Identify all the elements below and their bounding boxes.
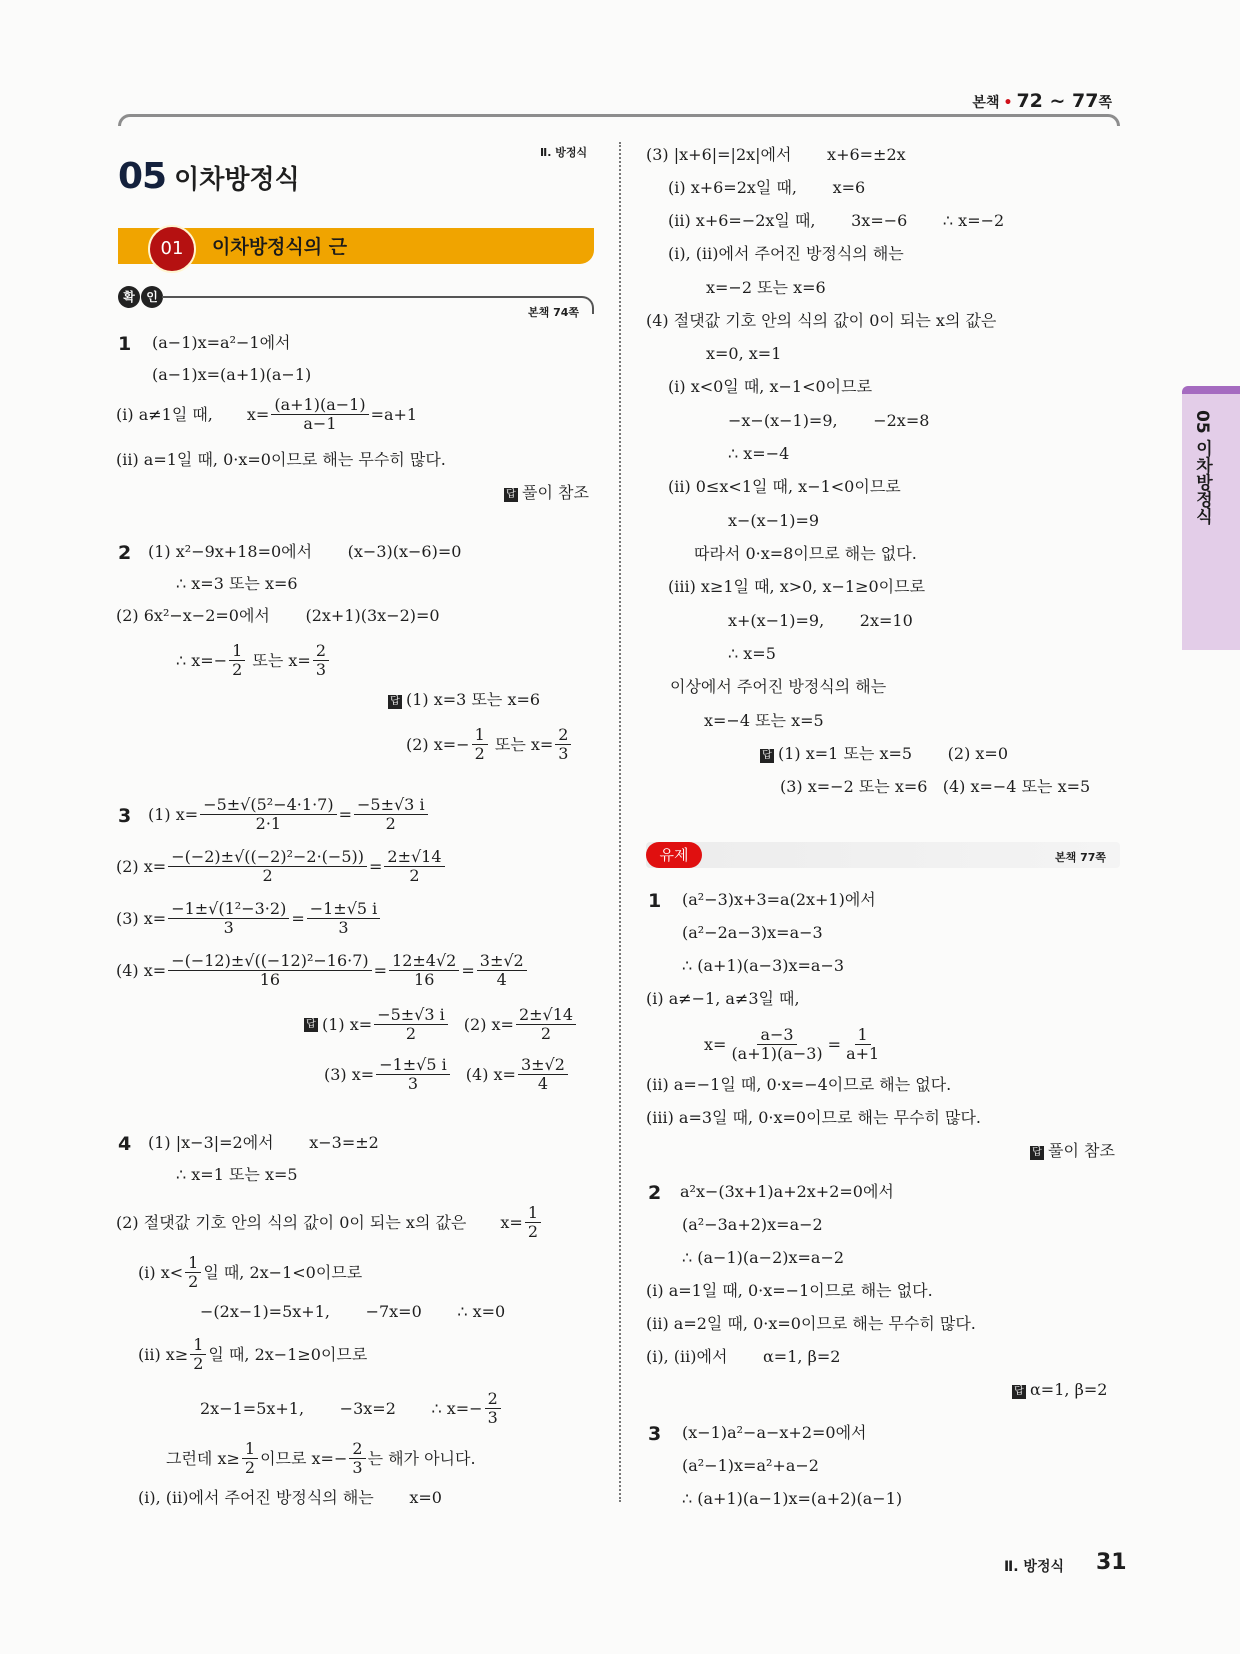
math-text: 일 때, 2x−1<0이므로 xyxy=(203,1262,363,1282)
y1-line: (ⅰ) a≠−1, a≠3일 때, xyxy=(646,989,800,1008)
chapter-title xyxy=(118,156,300,197)
numerator: 3±√2 xyxy=(518,1056,568,1075)
numerator: −1±√5 i xyxy=(376,1056,450,1075)
numerator: 1 xyxy=(229,642,245,661)
denominator: a−1 xyxy=(303,414,337,434)
y1-line: (a²−3)x+3=a(2x+1)에서 xyxy=(682,890,876,909)
fraction xyxy=(354,796,428,834)
y2-line: (ⅰ) a=1일 때, 0·x=−1이므로 해는 없다. xyxy=(646,1281,933,1300)
answer-text: (3) x= xyxy=(324,1064,375,1084)
q4-line: ∴ x=1 또는 x=5 xyxy=(176,1165,298,1184)
fraction xyxy=(516,1006,576,1044)
denominator: 2 xyxy=(474,744,485,764)
r-line: 이상에서 주어진 방정식의 해는 xyxy=(670,677,887,696)
denominator: 3 xyxy=(487,1408,498,1428)
fraction xyxy=(200,796,336,834)
numerator: 1 xyxy=(185,1254,201,1273)
unit-tag: Ⅱ. 방정식 xyxy=(540,146,588,159)
q2-line xyxy=(176,642,331,680)
fraction xyxy=(728,1026,825,1064)
r-line: (ⅲ) x≥1일 때, x>0, x−1≥0이므로 xyxy=(668,577,926,596)
chapter-name: 이차방정식 xyxy=(174,165,300,195)
numerator: 1 xyxy=(855,1026,871,1045)
numerator: (a+1)(a−1) xyxy=(271,396,368,415)
q3-answer-row xyxy=(324,1056,570,1094)
question-number: 1 xyxy=(648,890,662,912)
y1-answer xyxy=(1030,1143,1115,1160)
math-text: (ⅱ) x≥ xyxy=(138,1344,189,1364)
math-text: (2) x= xyxy=(116,856,167,876)
math-text: (ⅰ) x< xyxy=(138,1262,184,1282)
math-text: 2x−1=5x+1, −3x=2 ∴ x=− xyxy=(200,1398,483,1418)
math-text: (1) x= xyxy=(148,804,199,824)
r-line: −x−(x−1)=9, −2x=8 xyxy=(728,411,930,430)
fraction xyxy=(349,1440,365,1478)
r-line: x−(x−1)=9 xyxy=(728,511,820,530)
column-divider xyxy=(619,142,621,1502)
case-text: x= xyxy=(246,404,270,424)
y1-line: (ⅲ) a=3일 때, 0·x=0이므로 해는 무수히 많다. xyxy=(646,1108,981,1127)
q1-answer xyxy=(504,485,589,502)
y2-line: (a²−3a+2)x=a−2 xyxy=(682,1215,823,1234)
answer-text: 또는 x= xyxy=(489,734,554,754)
check-reference: 본책 74쪽 xyxy=(528,306,580,319)
example-badge: 유제 xyxy=(646,842,702,868)
page-range: 72 ~ 77 xyxy=(1016,90,1099,112)
y2-line: (ⅱ) a=2일 때, 0·x=0이므로 해는 무수히 많다. xyxy=(646,1314,976,1333)
footer-unit: Ⅱ. 방정식 xyxy=(1004,1559,1064,1575)
q4-conclusion: (ⅰ), (ⅱ)에서 주어진 방정식의 해는 x=0 xyxy=(138,1488,442,1507)
q3-part3: (3) x= $\frac{\text{−1±√(1²−3·2)}}{3}$ = $\frac{-1\pm√5 i}{3}$ xyxy=(116,900,382,938)
y1-line: x= $\frac{a-3}{(a+1)(a-3)}$ = $\frac{1}{a+1}$ xyxy=(704,1026,884,1064)
denominator: 2 xyxy=(244,1458,256,1478)
q1-line: (a−1)x=(a+1)(a−1) xyxy=(152,365,312,384)
r-line: x=−4 또는 x=5 xyxy=(704,711,824,730)
answer-text: (2) x=− xyxy=(406,734,470,754)
numerator: 1 xyxy=(190,1336,206,1355)
question-number: 4 xyxy=(118,1133,132,1155)
answer-text: (1) x= xyxy=(322,1014,373,1034)
r-line: ∴ x=5 xyxy=(728,644,776,663)
question-number: 1 xyxy=(118,333,132,355)
numerator: −5±√3 i xyxy=(354,796,428,815)
denominator: 3 xyxy=(407,1074,419,1094)
question-number: 2 xyxy=(648,1182,662,1204)
numerator: −5±√(5²−4·1·7) xyxy=(200,796,336,815)
q2-line: ∴ x=3 또는 x=6 xyxy=(176,574,298,593)
q4-case xyxy=(138,1336,367,1374)
r-line: (ⅱ) x+6=−2x일 때, 3x=−6 ∴ x=−2 xyxy=(668,211,1005,230)
fraction xyxy=(389,952,459,990)
numerator: 1 xyxy=(525,1204,541,1223)
denominator: 2 xyxy=(385,814,396,834)
page-number: 31 xyxy=(1096,1550,1127,1575)
q4-line: −(2x−1)=5x+1, −7x=0 ∴ x=0 xyxy=(200,1302,506,1321)
answer-text: (4) x= xyxy=(465,1064,516,1084)
q3-part1: (1) x= $\frac{\text{−5±√(5²−4·1·7)}}{2\cdot 1}$ = $\frac{-5\pm√3 i}{2}$ xyxy=(148,796,430,834)
numerator: −5±√3 i xyxy=(374,1006,448,1025)
r-line: (ⅰ) x<0일 때, x−1<0이므로 xyxy=(668,377,873,396)
header-rule xyxy=(118,114,1120,126)
answer-icon: 답 xyxy=(1012,1385,1026,1399)
numerator: 2±√14 xyxy=(516,1006,576,1025)
q2-answer xyxy=(406,726,573,764)
q2-line: (1) x²−9x+18=0에서 (x−3)(x−6)=0 xyxy=(148,542,462,561)
r-answer xyxy=(760,746,1008,763)
r-line: (ⅰ) x+6=2x일 때, x=6 xyxy=(668,178,866,197)
math-text: ∴ x=− xyxy=(176,650,228,670)
chapter-number: 05 xyxy=(118,156,167,197)
r-line: 따라서 0·x=8이므로 해는 없다. xyxy=(694,544,917,563)
denominator: 2 xyxy=(188,1272,199,1292)
q1-case1 xyxy=(116,396,417,434)
r-line: ∴ x=−4 xyxy=(728,444,790,463)
answer-icon: 답 xyxy=(504,488,518,502)
math-text: x= xyxy=(704,1034,727,1054)
fraction xyxy=(477,952,527,990)
q1-line: (a−1)x=a²−1에서 xyxy=(152,333,291,352)
fraction xyxy=(242,1440,258,1478)
r-line: x+(x−1)=9, 2x=10 xyxy=(728,611,913,630)
denominator: 4 xyxy=(496,970,507,990)
fraction xyxy=(384,848,444,886)
denominator: 2 xyxy=(405,1024,417,1044)
denominator: 2 xyxy=(540,1024,552,1044)
math-text: (4) x= xyxy=(116,960,167,980)
answer-text: (1) x=1 또는 x=5 (2) x=0 xyxy=(778,744,1009,763)
r-line: (ⅰ), (ⅱ)에서 주어진 방정식의 해는 xyxy=(668,244,904,263)
fraction xyxy=(472,726,488,764)
bullet-dot-icon: • xyxy=(1003,95,1013,111)
q4-case xyxy=(138,1254,362,1292)
math-text: 또는 x= xyxy=(247,650,311,670)
fraction xyxy=(555,726,571,764)
numerator: −1±√(1²−3·2) xyxy=(168,900,289,919)
denominator: 2 xyxy=(193,1354,204,1374)
fraction xyxy=(271,396,368,434)
math-text: (3) x= xyxy=(116,908,167,928)
example-reference: 본책 77쪽 xyxy=(1055,851,1107,864)
check-badge-char: 확 xyxy=(118,286,140,308)
q3-answer-row xyxy=(304,1006,578,1044)
answer-text: 풀이 참조 xyxy=(1048,1141,1115,1160)
answer-text: 풀이 참조 xyxy=(522,483,589,502)
numerator: 3±√2 xyxy=(477,952,527,971)
math-text: x= xyxy=(500,1212,523,1232)
y1-line: (ⅱ) a=−1일 때, 0·x=−4이므로 해는 없다. xyxy=(646,1075,952,1094)
numerator: 2 xyxy=(485,1390,501,1409)
case-text: (ⅰ) a≠1일 때, xyxy=(116,404,213,424)
chapter-side-tab-label: 05 이차방정식 xyxy=(1192,410,1212,525)
denominator: 16 xyxy=(414,970,435,990)
denominator: 3 xyxy=(352,1458,363,1478)
example-bar xyxy=(646,842,1120,868)
denominator: 3 xyxy=(223,918,234,938)
q4-line xyxy=(200,1390,503,1428)
fraction xyxy=(376,1056,450,1094)
denominator: 3 xyxy=(338,918,349,938)
question-number: 3 xyxy=(648,1423,662,1445)
fraction xyxy=(485,1390,501,1428)
r-line: (ⅱ) 0≤x<1일 때, x−1<0이므로 xyxy=(668,477,901,496)
numerator: 12±4√2 xyxy=(389,952,459,971)
section-number-badge: 01 xyxy=(148,225,196,273)
numerator: 2±√14 xyxy=(384,848,444,867)
question-number: 3 xyxy=(118,805,132,827)
denominator: 2 xyxy=(527,1222,539,1242)
denominator: 2 xyxy=(262,866,273,886)
denominator: 3 xyxy=(315,660,326,680)
numerator: −(−12)±√((−12)²−16·7) xyxy=(168,952,371,971)
q3-part4: (4) x= $\frac{\text{−(−12)±√((−12)²−16·7)}}{16}$ = $\frac{12\pm 4√2}{16}$ = $\frac{3\pm√2}{4}$ xyxy=(116,952,529,990)
q3-part2: (2) x= $\frac{\text{−(−2)±√((−2)²−2·(−5))}}{2}$ = $\frac{2\pm√14}{2}$ xyxy=(116,848,447,886)
numerator: 1 xyxy=(472,726,488,745)
fraction xyxy=(374,1006,448,1044)
question-number: 2 xyxy=(118,542,132,564)
answer-icon: 답 xyxy=(760,749,774,763)
denominator: 2 xyxy=(409,866,420,886)
fraction xyxy=(229,642,245,680)
answer-text: (1) x=3 또는 x=6 xyxy=(406,690,541,709)
denominator: a+1 xyxy=(846,1044,880,1064)
fraction xyxy=(190,1336,206,1374)
answer-icon: 답 xyxy=(304,1018,318,1032)
answer-text: (2) x= xyxy=(463,1014,514,1034)
denominator: 3 xyxy=(558,744,569,764)
math-text: (2) 절댓값 기호 안의 식의 값이 0이 되는 x의 값은 xyxy=(116,1212,467,1232)
check-badge-char: 인 xyxy=(141,286,163,308)
numerator: 2 xyxy=(555,726,571,745)
r-line: (3) |x+6|=|2x|에서 x+6=±2x xyxy=(646,145,906,164)
fraction xyxy=(843,1026,882,1064)
fraction xyxy=(525,1204,541,1242)
denominator: 4 xyxy=(537,1074,549,1094)
answer-icon: 답 xyxy=(1030,1146,1044,1160)
answer-text: α=1, β=2 xyxy=(1030,1380,1108,1399)
q4-line xyxy=(166,1440,476,1478)
q1-case2: (ⅱ) a=1일 때, 0·x=0이므로 해는 무수히 많다. xyxy=(116,450,446,469)
denominator: 2·1 xyxy=(255,814,282,834)
numerator: 2 xyxy=(313,642,329,661)
check-badge xyxy=(118,286,163,308)
numerator: 2 xyxy=(349,1440,365,1459)
y3-line: (a²−1)x=a²+a−2 xyxy=(682,1456,819,1475)
math-text: 는 해가 아니다. xyxy=(367,1448,476,1468)
case-text: =a+1 xyxy=(370,404,418,424)
y2-line: (ⅰ), (ⅱ)에서 α=1, β=2 xyxy=(646,1347,841,1366)
book-label: 본책 xyxy=(972,95,1000,111)
fraction xyxy=(185,1254,201,1292)
r-line: x=0, x=1 xyxy=(706,344,782,363)
fraction xyxy=(307,900,381,938)
page-unit: 쪽 xyxy=(1098,95,1112,111)
y2-answer xyxy=(1012,1382,1107,1399)
numerator: −(−2)±√((−2)²−2·(−5)) xyxy=(168,848,367,867)
fraction xyxy=(518,1056,568,1094)
y2-line: ∴ (a−1)(a−2)x=a−2 xyxy=(682,1248,845,1267)
denominator: 16 xyxy=(259,970,281,990)
q4-line xyxy=(116,1204,543,1242)
denominator: (a+1)(a−3) xyxy=(731,1044,823,1064)
math-text: 일 때, 2x−1≥0이므로 xyxy=(208,1344,368,1364)
fraction xyxy=(168,952,371,990)
math-text: 그런데 x≥ xyxy=(166,1448,240,1468)
section-title: 이차방정식의 근 xyxy=(212,236,348,258)
r-line: x=−2 또는 x=6 xyxy=(706,278,826,297)
denominator: 2 xyxy=(232,660,243,680)
y2-line: a²x−(3x+1)a+2x+2=0에서 xyxy=(680,1182,894,1201)
numerator: a−3 xyxy=(757,1026,796,1045)
math-text: 이므로 x=− xyxy=(260,1448,348,1468)
r-line: (4) 절댓값 기호 안의 식의 값이 0이 되는 x의 값은 xyxy=(646,311,997,330)
q2-answer xyxy=(388,692,540,709)
q4-line: (1) |x−3|=2에서 x−3=±2 xyxy=(148,1133,379,1152)
y3-line: (x−1)a²−a−x+2=0에서 xyxy=(682,1423,867,1442)
fraction xyxy=(313,642,329,680)
y1-line: ∴ (a+1)(a−3)x=a−3 xyxy=(682,956,845,975)
fraction xyxy=(168,900,289,938)
fraction xyxy=(168,848,367,886)
y1-line: (a²−2a−3)x=a−3 xyxy=(682,923,823,942)
answer-icon: 답 xyxy=(388,695,402,709)
numerator: −1±√5 i xyxy=(307,900,381,919)
book-page-reference xyxy=(972,90,1112,112)
numerator: 1 xyxy=(242,1440,258,1459)
r-answer: (3) x=−2 또는 x=6 (4) x=−4 또는 x=5 xyxy=(780,777,1091,796)
y3-line: ∴ (a+1)(a−1)x=(a+2)(a−1) xyxy=(682,1489,903,1508)
q2-line: (2) 6x²−x−2=0에서 (2x+1)(3x−2)=0 xyxy=(116,606,440,625)
